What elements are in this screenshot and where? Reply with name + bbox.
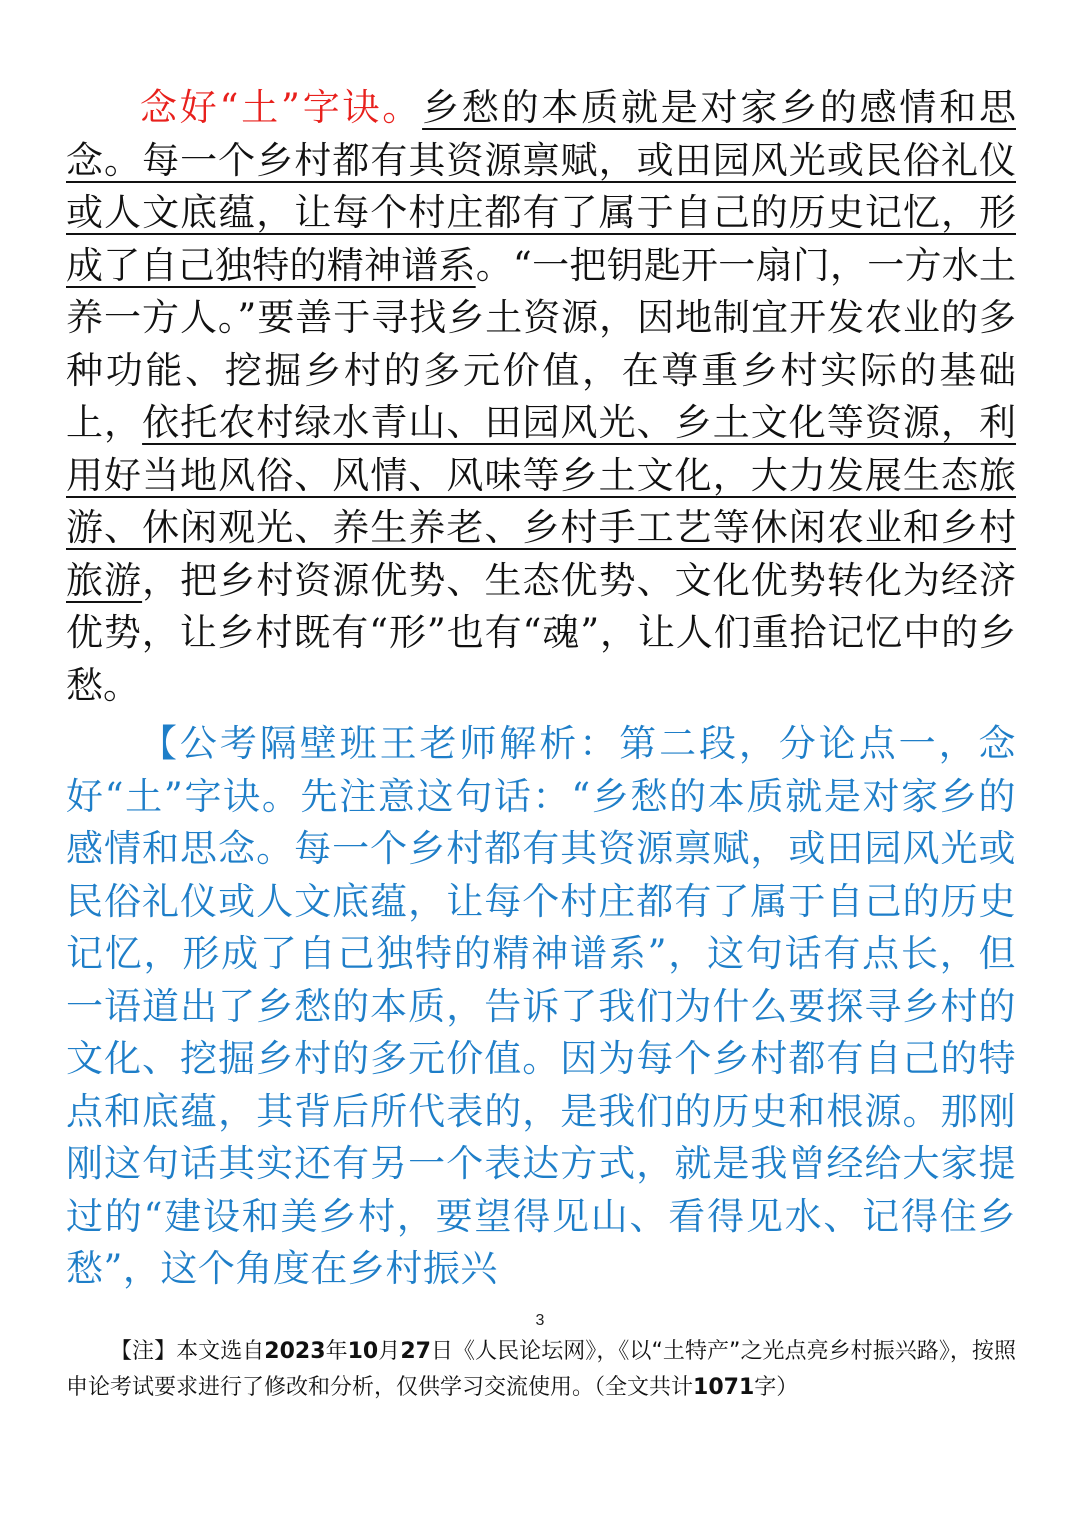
note-text: 月 <box>378 1339 401 1364</box>
body-paragraph <box>66 82 1016 712</box>
body-text: 。“一把钥匙开一扇门，一方水土养一方人。”要善于寻找乡土资源，因地制宜开发农业的多种功能、挖掘乡村的多元价值，在尊重乡村实际的基础上， <box>66 243 1017 444</box>
analysis-paragraph: 【公考隔壁班王老师解析：第二段，分论点一，念好“土”字诀。先注意这句话：“乡愁的本质就是对家乡的感情和思念。每一个乡村都有其资源禀赋，或田园风光或民俗礼仪或人文底蕴，让每个村庄都有了属于自己的历史记忆，形成了自己独特的精神谱系”，这句话有点长，但一语道出了乡愁的本质，告诉了我们为什么要探寻乡村的文化、挖掘乡村的多元价值。因为每个乡村都有自己的特点和底蕴，其背后所代表的，是我们的历史和根源。那刚刚这句话其实还有另一个表达方式，就是我曾经给大家提过的“建设和美乡村，要望得见山、看得见水、记得住乡愁”，这个角度在乡村振兴 <box>66 722 1016 1290</box>
note-text: 日《人民论坛网》，《以“土特产”之光点亮乡村振兴路》，按照申论考试要求进行了修改和分析，仅供学习交流使用。（全文共计 <box>66 1339 1016 1400</box>
footnote <box>66 1334 1016 1406</box>
note-text: 【注】本文选自 <box>110 1339 265 1364</box>
note-word-count: 1071 <box>693 1375 755 1400</box>
note-year: 2023 <box>264 1339 326 1364</box>
section-heading: 念好“土”字诀。 <box>140 86 423 129</box>
note-month: 10 <box>347 1339 379 1364</box>
note-text: 年 <box>325 1339 348 1364</box>
underlined-text: 乡愁的本质就是对家乡的感情和思念。每一个乡村都有其资源禀赋，或田园风光或民俗礼仪或人文底蕴，让每个村庄都有了属于自己的历史记忆，形成了自己独特的精神谱系 <box>66 86 1016 287</box>
underlined-text: 依托农村绿水青山、田园风光、乡土文化等资源，利用好当地风俗、风情、风味等乡土文化，大力发展生态旅游、休闲观光、养生养老、乡村手工艺等休闲农业和乡村旅游 <box>66 401 1017 602</box>
note-text: 字） <box>754 1375 799 1400</box>
page-number: 3 <box>535 1312 545 1329</box>
note-day: 27 <box>400 1339 431 1364</box>
body-text: ，把乡村资源优势、生态优势、文化优势转化为经济优势，让乡村既有“形”也有“魂”，让人们重拾记忆中的乡愁。 <box>66 558 1017 707</box>
